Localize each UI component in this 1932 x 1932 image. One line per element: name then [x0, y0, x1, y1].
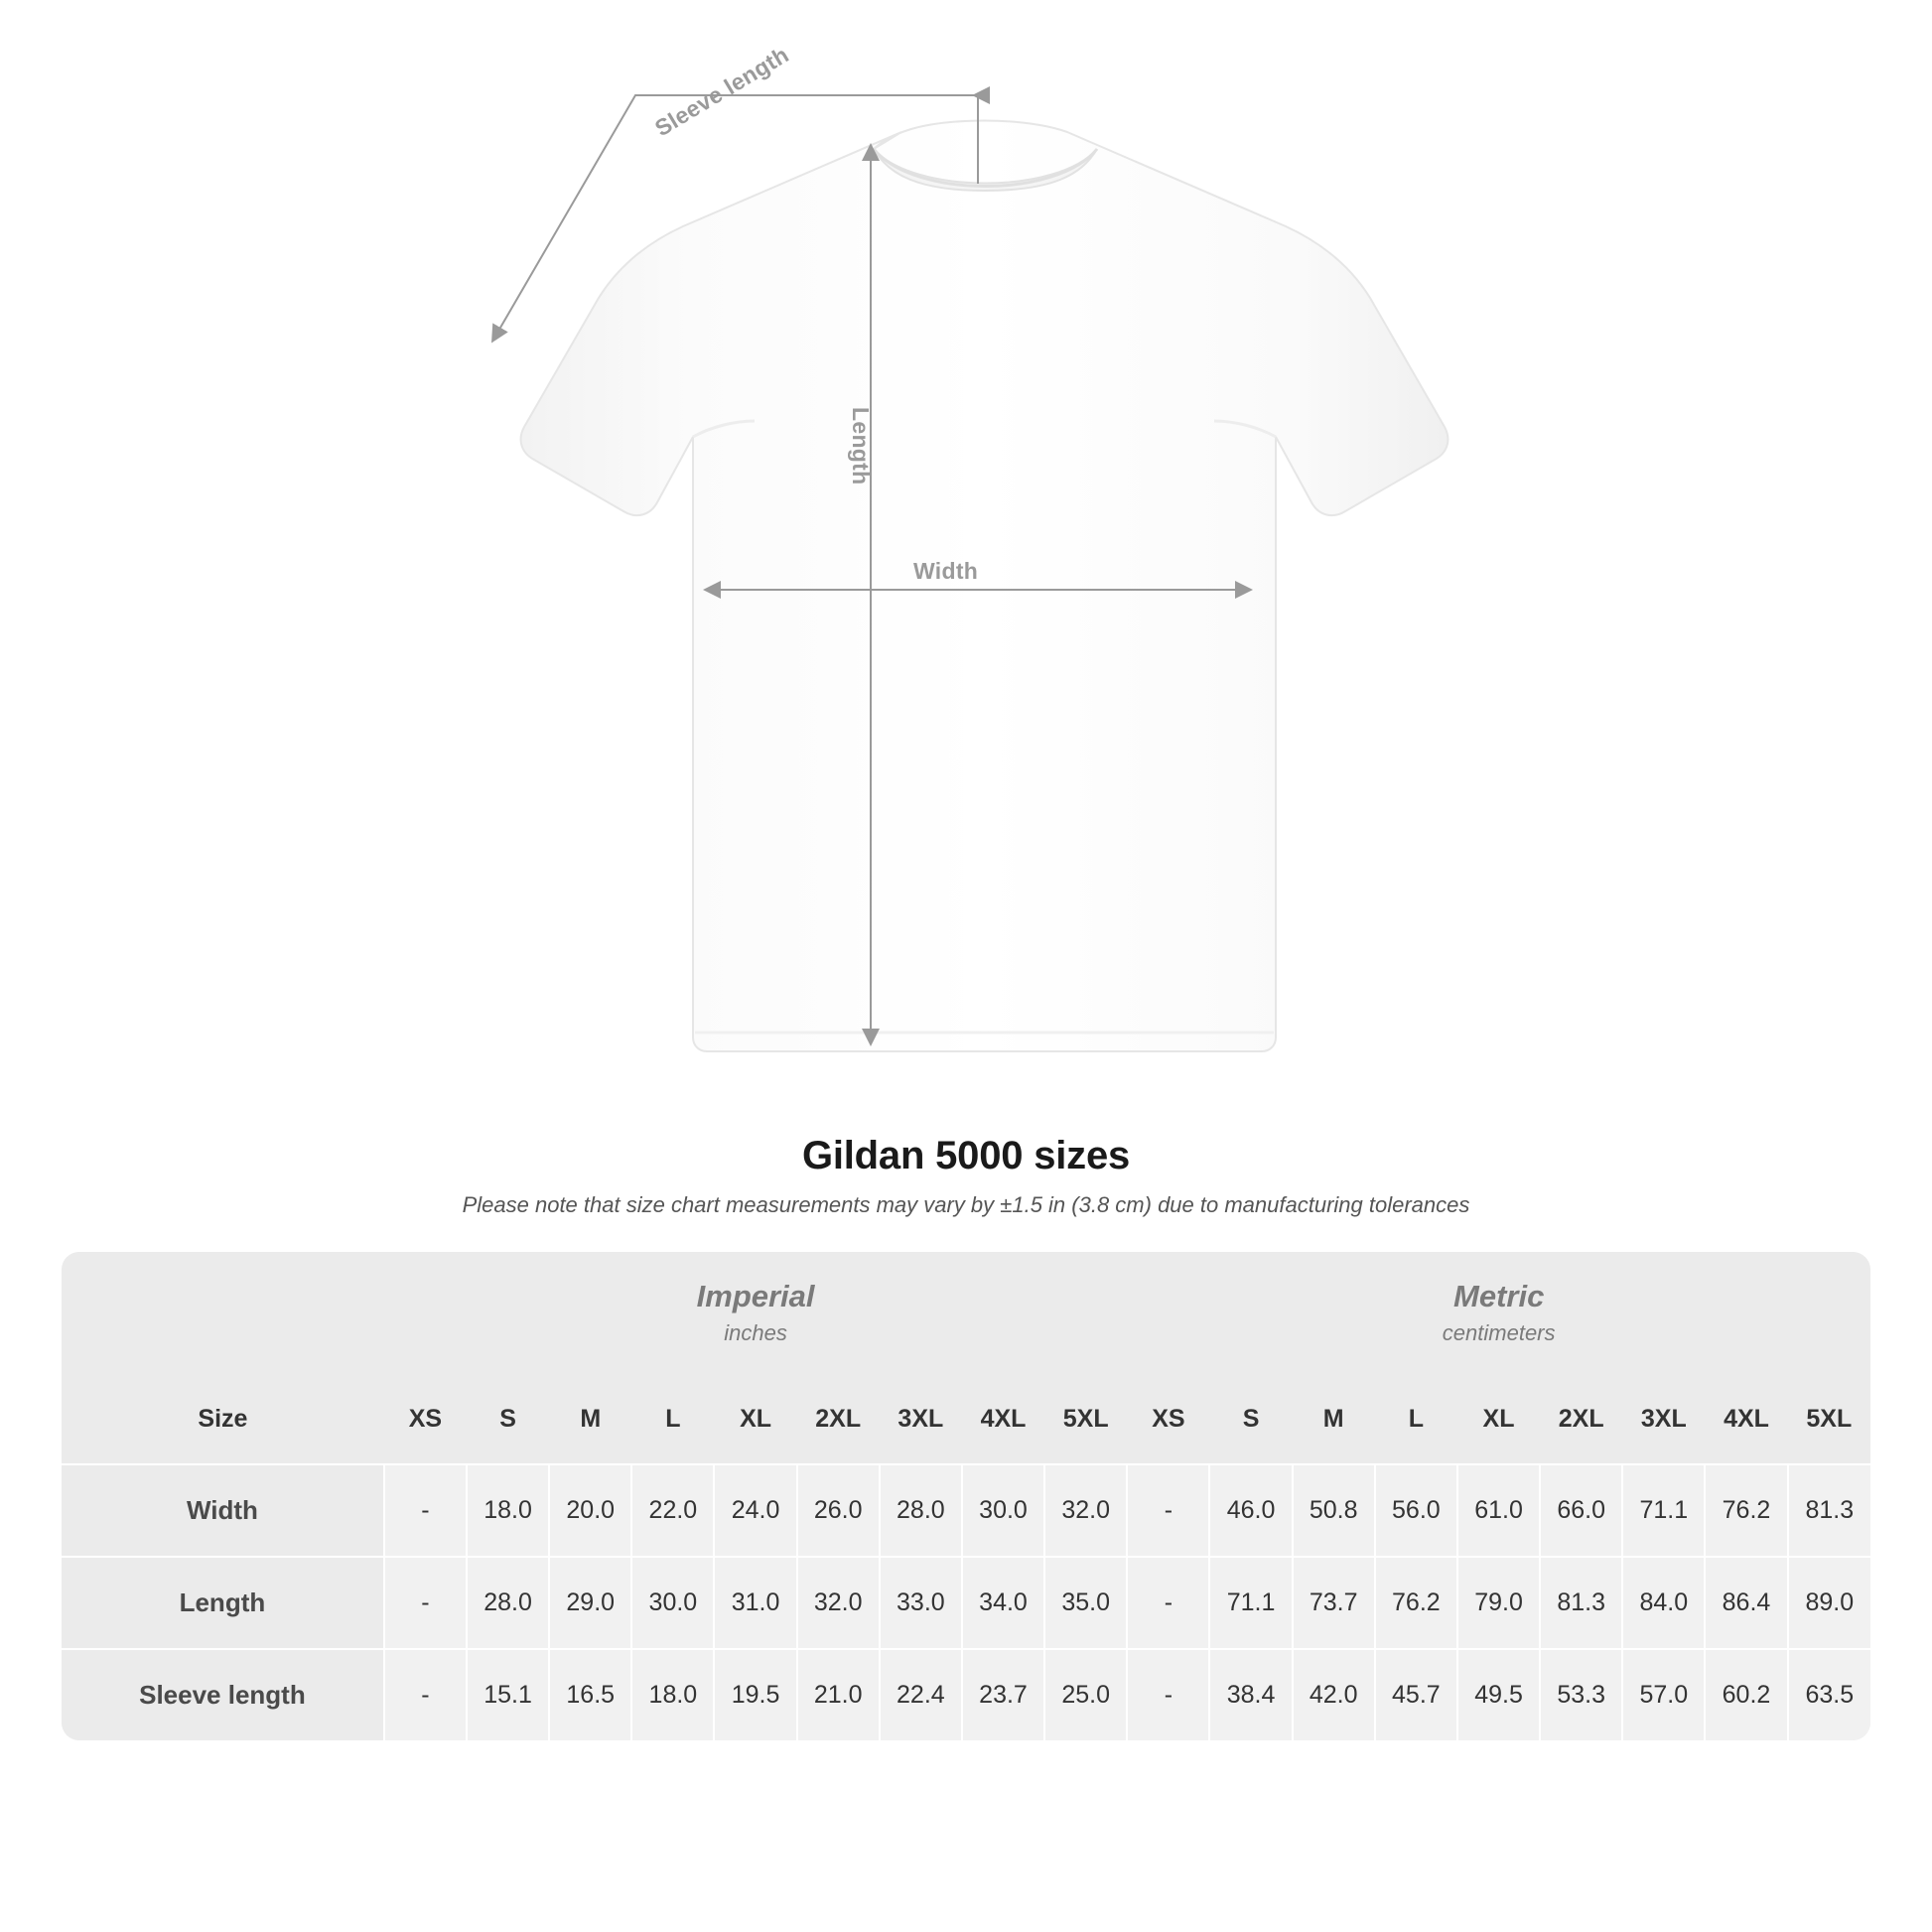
- title-block: [0, 1134, 1932, 1218]
- size-header-imp-0: XS: [384, 1375, 467, 1464]
- size-table: [62, 1252, 1870, 1740]
- cell-length-imp-0: -: [384, 1557, 467, 1649]
- cell-width-imp-3: 22.0: [631, 1464, 714, 1557]
- cell-length-imp-5: 32.0: [797, 1557, 880, 1649]
- table-row: [62, 1557, 1870, 1649]
- row-label-width: Width: [62, 1464, 384, 1557]
- cell-width-imp-6: 28.0: [880, 1464, 962, 1557]
- size-header-imp-6: 3XL: [880, 1375, 962, 1464]
- cell-width-met-6: 71.1: [1622, 1464, 1705, 1557]
- cell-sleeve-met-7: 60.2: [1705, 1649, 1787, 1740]
- cell-width-imp-4: 24.0: [714, 1464, 796, 1557]
- width-label: Width: [913, 558, 979, 584]
- cell-length-imp-3: 30.0: [631, 1557, 714, 1649]
- unit-header-row: [62, 1252, 1870, 1375]
- cell-length-imp-7: 34.0: [962, 1557, 1044, 1649]
- cell-length-imp-1: 28.0: [467, 1557, 549, 1649]
- cell-length-met-5: 81.3: [1540, 1557, 1622, 1649]
- size-header-imp-2: M: [549, 1375, 631, 1464]
- metric-label: Metric: [1453, 1279, 1545, 1313]
- size-header-met-1: S: [1209, 1375, 1292, 1464]
- cell-sleeve-imp-8: 25.0: [1044, 1649, 1127, 1740]
- size-header-met-4: XL: [1457, 1375, 1540, 1464]
- cell-length-met-2: 73.7: [1293, 1557, 1375, 1649]
- cell-sleeve-imp-1: 15.1: [467, 1649, 549, 1740]
- cell-sleeve-imp-7: 23.7: [962, 1649, 1044, 1740]
- size-header-imp-3: L: [631, 1375, 714, 1464]
- size-header-met-8: 5XL: [1788, 1375, 1870, 1464]
- cell-sleeve-met-5: 53.3: [1540, 1649, 1622, 1740]
- cell-width-met-5: 66.0: [1540, 1464, 1622, 1557]
- cell-sleeve-met-1: 38.4: [1209, 1649, 1292, 1740]
- size-table-container: [62, 1252, 1870, 1740]
- tolerance-note: Please note that size chart measurements may vary by ±1.5 in (3.8 cm) due to manufacturing tolerances: [462, 1192, 1470, 1217]
- cell-sleeve-imp-2: 16.5: [549, 1649, 631, 1740]
- cell-sleeve-met-6: 57.0: [1622, 1649, 1705, 1740]
- unit-header-metric: [1127, 1252, 1870, 1375]
- cell-length-imp-8: 35.0: [1044, 1557, 1127, 1649]
- cell-length-met-7: 86.4: [1705, 1557, 1787, 1649]
- cell-width-imp-7: 30.0: [962, 1464, 1044, 1557]
- cell-width-imp-5: 26.0: [797, 1464, 880, 1557]
- size-header-imp-1: S: [467, 1375, 549, 1464]
- unit-header-spacer: [62, 1252, 384, 1375]
- size-header-imp-4: XL: [714, 1375, 796, 1464]
- cell-sleeve-imp-5: 21.0: [797, 1649, 880, 1740]
- cell-length-met-3: 76.2: [1375, 1557, 1457, 1649]
- cell-length-imp-4: 31.0: [714, 1557, 796, 1649]
- table-row: [62, 1464, 1870, 1557]
- size-header-met-2: M: [1293, 1375, 1375, 1464]
- size-header-met-5: 2XL: [1540, 1375, 1622, 1464]
- size-header-row: [62, 1375, 1870, 1464]
- cell-sleeve-met-4: 49.5: [1457, 1649, 1540, 1740]
- cell-length-met-8: 89.0: [1788, 1557, 1870, 1649]
- cell-length-met-0: -: [1127, 1557, 1209, 1649]
- length-label: Length: [848, 407, 874, 485]
- cell-width-imp-0: -: [384, 1464, 467, 1557]
- size-header-imp-7: 4XL: [962, 1375, 1044, 1464]
- cell-width-imp-2: 20.0: [549, 1464, 631, 1557]
- cell-length-met-1: 71.1: [1209, 1557, 1292, 1649]
- cell-width-met-1: 46.0: [1209, 1464, 1292, 1557]
- unit-header-imperial: [384, 1252, 1127, 1375]
- metric-sub-label: centimeters: [1442, 1319, 1556, 1345]
- imperial-sub-label: inches: [724, 1319, 787, 1345]
- cell-sleeve-met-3: 45.7: [1375, 1649, 1457, 1740]
- cell-width-met-7: 76.2: [1705, 1464, 1787, 1557]
- row-label-length: Length: [62, 1557, 384, 1649]
- cell-width-imp-1: 18.0: [467, 1464, 549, 1557]
- cell-width-met-8: 81.3: [1788, 1464, 1870, 1557]
- size-header-met-3: L: [1375, 1375, 1457, 1464]
- imperial-label: Imperial: [696, 1279, 815, 1313]
- cell-width-met-3: 56.0: [1375, 1464, 1457, 1557]
- row-label-sleeve-length: Sleeve length: [62, 1649, 384, 1740]
- sleeve-length-label: Sleeve length: [650, 41, 793, 142]
- cell-sleeve-met-2: 42.0: [1293, 1649, 1375, 1740]
- cell-sleeve-met-0: -: [1127, 1649, 1209, 1740]
- tshirt-shape: [521, 120, 1449, 1051]
- size-header-imp-5: 2XL: [797, 1375, 880, 1464]
- page-title: Gildan 5000 sizes: [801, 1134, 1131, 1177]
- cell-length-met-4: 79.0: [1457, 1557, 1540, 1649]
- cell-sleeve-imp-3: 18.0: [631, 1649, 714, 1740]
- cell-length-met-6: 84.0: [1622, 1557, 1705, 1649]
- size-header-met-7: 4XL: [1705, 1375, 1787, 1464]
- size-header-imp-8: 5XL: [1044, 1375, 1127, 1464]
- cell-length-imp-6: 33.0: [880, 1557, 962, 1649]
- cell-sleeve-imp-6: 22.4: [880, 1649, 962, 1740]
- cell-sleeve-imp-4: 19.5: [714, 1649, 796, 1740]
- size-header-met-0: XS: [1127, 1375, 1209, 1464]
- size-header-met-6: 3XL: [1622, 1375, 1705, 1464]
- size-column-header: Size: [62, 1375, 384, 1464]
- cell-width-met-0: -: [1127, 1464, 1209, 1557]
- cell-width-met-2: 50.8: [1293, 1464, 1375, 1557]
- table-row: [62, 1649, 1870, 1740]
- cell-sleeve-imp-0: -: [384, 1649, 467, 1740]
- cell-length-imp-2: 29.0: [549, 1557, 631, 1649]
- cell-width-imp-8: 32.0: [1044, 1464, 1127, 1557]
- cell-width-met-4: 61.0: [1457, 1464, 1540, 1557]
- cell-sleeve-met-8: 63.5: [1788, 1649, 1870, 1740]
